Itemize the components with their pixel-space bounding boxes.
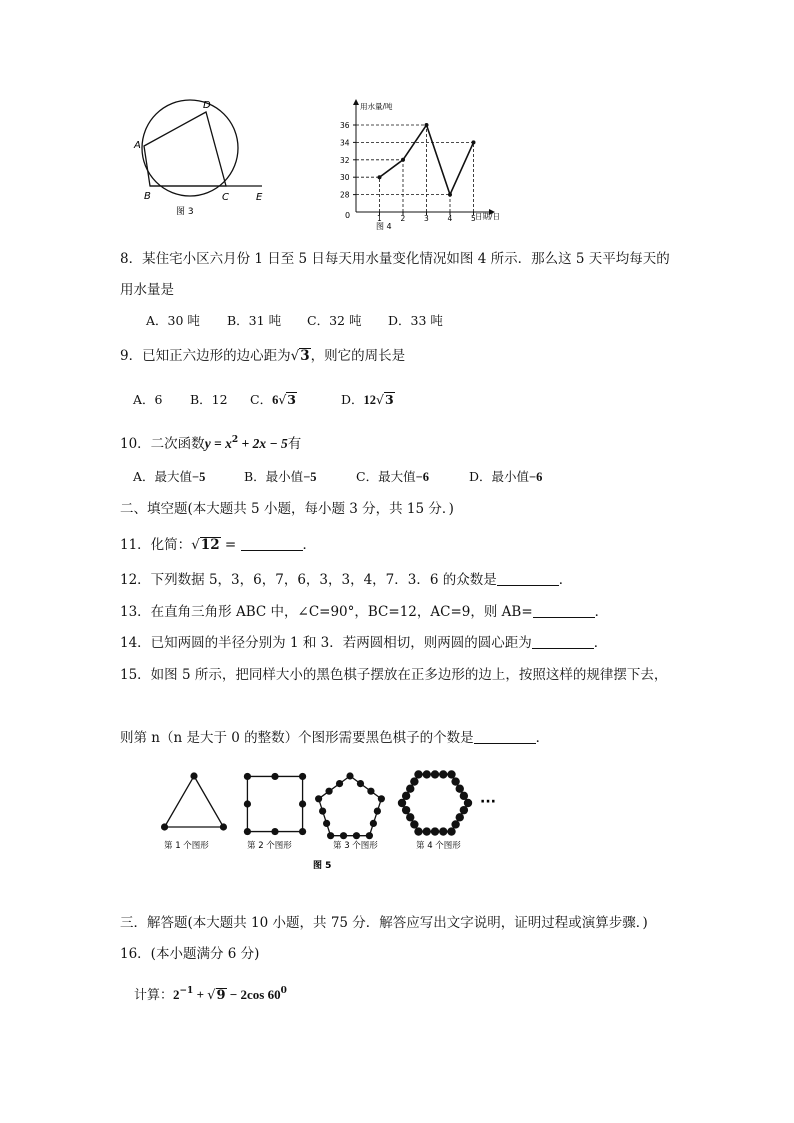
fig5-chess-piece bbox=[367, 788, 374, 795]
fig5-chess-piece bbox=[271, 828, 278, 835]
q10-option-a bbox=[133, 468, 205, 486]
fig4-caption: 图 4 bbox=[376, 222, 392, 231]
fig5-chess-piece bbox=[406, 785, 414, 793]
q15-line2 bbox=[120, 729, 549, 747]
fig3-caption: 图 3 bbox=[176, 207, 194, 217]
fig5-chess-piece bbox=[299, 773, 306, 780]
q14-text: 14．已知两圆的半径分别为 1 和 3．若两圆相切，则两圆的圆心距为 bbox=[120, 635, 532, 651]
q10-option-c-label: C．最大值 bbox=[356, 469, 416, 484]
q11-equals: = bbox=[220, 537, 241, 553]
q10-option-a-label: A．最大值 bbox=[133, 469, 193, 484]
fig5-chess-piece bbox=[439, 827, 447, 835]
fig4-y-tick-label: 28 bbox=[340, 190, 350, 200]
fig5-chess-piece bbox=[319, 808, 326, 815]
fig4-data-point bbox=[401, 158, 405, 162]
fig5-chess-piece bbox=[190, 772, 197, 779]
q10-option-a-value: −5 bbox=[192, 470, 206, 484]
q9-stem-a: 9．已知正六边形的边心距为 bbox=[120, 348, 291, 364]
fig3-point-b: B bbox=[144, 191, 151, 202]
fig5-label-4: 第 4 个图形 bbox=[416, 841, 461, 851]
fig4-x-tick-label: 4 bbox=[447, 214, 453, 223]
fig3-circle bbox=[142, 100, 238, 196]
q15-end: ． bbox=[535, 730, 550, 746]
fig3-point-c: C bbox=[222, 192, 229, 203]
q10-option-b-label: B．最小值 bbox=[244, 469, 304, 484]
fig5-chess-piece bbox=[456, 785, 464, 793]
q13 bbox=[120, 603, 608, 621]
q14-answer-blank[interactable] bbox=[532, 636, 594, 649]
fig3-point-d: D bbox=[203, 100, 211, 111]
q9-option-c-coef: 6 bbox=[272, 393, 279, 407]
q16-term1-exponent: −1 bbox=[179, 986, 194, 996]
fig5-chess-piece bbox=[161, 823, 168, 830]
fig5-label-3: 第 3 个图形 bbox=[333, 841, 378, 851]
q9-option-d-radicand: 3 bbox=[385, 392, 394, 407]
q9-option-c-radicand: 3 bbox=[287, 392, 296, 407]
q11-answer-blank[interactable] bbox=[241, 538, 303, 551]
fig3-point-a: A bbox=[134, 140, 141, 151]
q11-radicand: 12 bbox=[200, 537, 220, 553]
q9-option-d: D．12√3 bbox=[341, 392, 394, 407]
fig5-polygon-3 bbox=[319, 776, 382, 836]
q13-answer-blank[interactable] bbox=[533, 605, 595, 618]
fig5-chess-piece bbox=[410, 820, 418, 828]
fig5-chess-piece bbox=[402, 792, 410, 800]
q8-option-b: B．31 吨 bbox=[227, 313, 282, 328]
fig5-ellipsis: ··· bbox=[480, 794, 496, 810]
q8-stem-line2: 用水量是 bbox=[120, 282, 174, 298]
q16-prefix: 计算： bbox=[134, 988, 174, 1003]
fig5-chess-piece bbox=[271, 773, 278, 780]
fig5-chess-piece bbox=[414, 770, 422, 778]
fig5-chess-piece bbox=[451, 777, 459, 785]
fig4-y-tick-label: 36 bbox=[340, 121, 350, 130]
fig5-chess-piece bbox=[299, 800, 306, 807]
q15-answer-blank[interactable] bbox=[474, 731, 536, 744]
fig5-chess-piece bbox=[447, 827, 455, 835]
fig5-label-2: 第 2 个图形 bbox=[247, 841, 292, 851]
fig5-chess-piece bbox=[336, 780, 343, 787]
q16-radicand: 9 bbox=[216, 988, 226, 1003]
fig3-point-e: E bbox=[256, 192, 263, 203]
fig5-chess-piece bbox=[447, 770, 455, 778]
q12-text: 12．下列数据 5，3，6，7，6，3，3，4，7．3．6 的众数是 bbox=[120, 572, 497, 588]
q8-option-c: C．32 吨 bbox=[307, 313, 362, 328]
q10-option-b-value: −5 bbox=[303, 470, 317, 484]
q9-option-d-label: D． bbox=[341, 392, 364, 407]
fig3-quadrilateral bbox=[144, 112, 226, 186]
q10-option-c-value: −6 bbox=[415, 470, 429, 484]
fig5-chess-piece bbox=[451, 820, 459, 828]
fig5-chess-piece bbox=[374, 808, 381, 815]
q16-term1: 2 bbox=[173, 987, 180, 1002]
q10-option-c bbox=[356, 468, 429, 486]
fig5-chess-piece bbox=[402, 806, 410, 814]
fig5-chess-piece bbox=[346, 772, 353, 779]
q8-option-a: A．30 吨 bbox=[146, 313, 200, 328]
fig5-chess-piece bbox=[464, 799, 472, 807]
fig5-chess-piece bbox=[325, 788, 332, 795]
q9-radicand: 3 bbox=[300, 348, 310, 364]
q10-lhs: y = x bbox=[204, 436, 232, 451]
fig5-chess-piece bbox=[299, 828, 306, 835]
fig4-data-point bbox=[425, 123, 429, 127]
fig5-chess-piece bbox=[414, 827, 422, 835]
fig4-x-tick-label: 1 bbox=[377, 214, 382, 223]
q10-stem-b: 有 bbox=[287, 436, 302, 452]
fig5-chess-piece bbox=[378, 795, 385, 802]
q10-option-d-value: −6 bbox=[529, 470, 543, 484]
fig5-chess-piece bbox=[423, 770, 431, 778]
figure-4-line-chart bbox=[335, 94, 525, 234]
q8-option-d: D．33 吨 bbox=[388, 313, 443, 328]
q9-option-d-coef: 12 bbox=[363, 393, 377, 407]
q8-stem-line1: 8．某住宅小区六月份 1 日至 5 日每天用水量变化情况如图 4 所示．那么这 5 天平均每天的 bbox=[120, 251, 670, 267]
fig4-y-tick-label: 32 bbox=[340, 155, 350, 165]
fig4-x-tick-label: 5 bbox=[471, 214, 476, 223]
fig4-y-label: 用水量/吨 bbox=[360, 102, 393, 111]
q10-stem bbox=[120, 431, 301, 453]
q16-expression: 计算：$2^{-1} + √9 - 2\cos$ $60^0$ bbox=[134, 986, 287, 1003]
q9-option-a: A．6 bbox=[133, 392, 163, 407]
q15-text: 则第 n（n 是大于 0 的整数）个图形需要黑色棋子的个数是 bbox=[120, 730, 474, 746]
fig5-chess-piece bbox=[439, 770, 447, 778]
q16-degree: 0 bbox=[280, 986, 287, 996]
q9-stem-b: ，则它的周长是 bbox=[310, 348, 406, 364]
fig4-origin: 0 bbox=[345, 211, 351, 220]
fig4-data-point bbox=[448, 193, 452, 197]
fig5-chess-piece bbox=[244, 828, 251, 835]
fig4-x-label: 日期/日 bbox=[475, 212, 501, 221]
fig5-chess-piece bbox=[370, 820, 377, 827]
figure-3 bbox=[125, 98, 270, 228]
fig5-chess-piece bbox=[244, 773, 251, 780]
q9-option-c-label: C． bbox=[250, 392, 273, 407]
fig5-chess-piece bbox=[460, 806, 468, 814]
q12-end: ． bbox=[558, 572, 573, 588]
fig5-chess-piece bbox=[406, 813, 414, 821]
fig4-y-tick-label: 34 bbox=[340, 138, 350, 148]
fig4-data-point bbox=[378, 175, 382, 179]
section-3-heading: 三．解答题(本大题共 10 小题，共 75 分．解答应写出文字说明，证明过程或演算步骤．) bbox=[120, 915, 648, 931]
q10-option-b bbox=[244, 468, 317, 486]
q13-end: ． bbox=[594, 604, 609, 620]
fig5-chess-piece bbox=[327, 832, 334, 839]
fig5-label-1: 第 1 个图形 bbox=[164, 841, 209, 851]
fig5-chess-piece bbox=[456, 813, 464, 821]
fig5-chess-piece bbox=[340, 832, 347, 839]
q10-option-d bbox=[469, 468, 542, 486]
q15-line1: 15．如图 5 所示，把同样大小的黑色棋子摆放在正多边形的边上，按照这样的规律摆下去， bbox=[120, 667, 668, 683]
fig4-y-tick-label: 30 bbox=[340, 173, 350, 183]
fig5-chess-piece bbox=[431, 770, 439, 778]
section-2-heading: 二、填空题(本大题共 5 小题，每小题 3 分，共 15 分．) bbox=[120, 501, 454, 517]
q16-minus-cos: − 2cos 60 bbox=[226, 987, 281, 1002]
q10-exponent: 2 bbox=[231, 435, 239, 445]
fig5-chess-piece bbox=[357, 780, 364, 787]
q9-stem: 9．已知正六边形的边心距为√3，则它的周长是 bbox=[120, 348, 406, 364]
q9-option-b: B．12 bbox=[190, 392, 228, 407]
fig5-chess-piece bbox=[220, 823, 227, 830]
q11-end: ． bbox=[302, 537, 316, 553]
q14-end: ． bbox=[593, 635, 608, 651]
q10-option-d-label: D．最小值 bbox=[469, 469, 530, 484]
q12 bbox=[120, 571, 572, 589]
q14 bbox=[120, 634, 607, 652]
fig5-chess-piece bbox=[353, 832, 360, 839]
q13-text: 13．在直角三角形 ABC 中，∠C=90°，BC=12，AC=9，则 AB= bbox=[120, 604, 533, 620]
fig5-polygon-1 bbox=[165, 776, 224, 827]
fig5-chess-piece bbox=[423, 827, 431, 835]
fig4-data-point bbox=[472, 140, 476, 144]
fig5-chess-piece bbox=[398, 799, 406, 807]
fig5-chess-piece bbox=[431, 827, 439, 835]
fig5-chess-piece bbox=[315, 795, 322, 802]
fig5-chess-piece bbox=[460, 792, 468, 800]
q11-prefix: 11．化简： bbox=[120, 537, 192, 553]
fig4-x-tick-label: 2 bbox=[400, 214, 406, 223]
q10-rhs: + 2x − 5 bbox=[238, 436, 288, 451]
fig5-chess-piece bbox=[410, 777, 418, 785]
fig5-chess-piece bbox=[244, 800, 251, 807]
q16-title: 16．(本小题满分 6 分) bbox=[120, 946, 260, 962]
q9-option-c: C．6√3 bbox=[250, 392, 296, 407]
fig5-chess-piece bbox=[366, 832, 373, 839]
q16-plus: + bbox=[193, 987, 208, 1002]
fig5-caption: 图 5 bbox=[313, 861, 332, 871]
fig5-polygon-2 bbox=[247, 776, 302, 831]
fig5-chess-piece bbox=[323, 820, 330, 827]
q10-stem-a: 10．二次函数 bbox=[120, 436, 205, 452]
q11: 11．化简：√12 = ． bbox=[120, 537, 316, 553]
figure-5 bbox=[150, 768, 510, 876]
q12-answer-blank[interactable] bbox=[497, 573, 559, 586]
fig4-x-tick-label: 3 bbox=[424, 214, 429, 223]
